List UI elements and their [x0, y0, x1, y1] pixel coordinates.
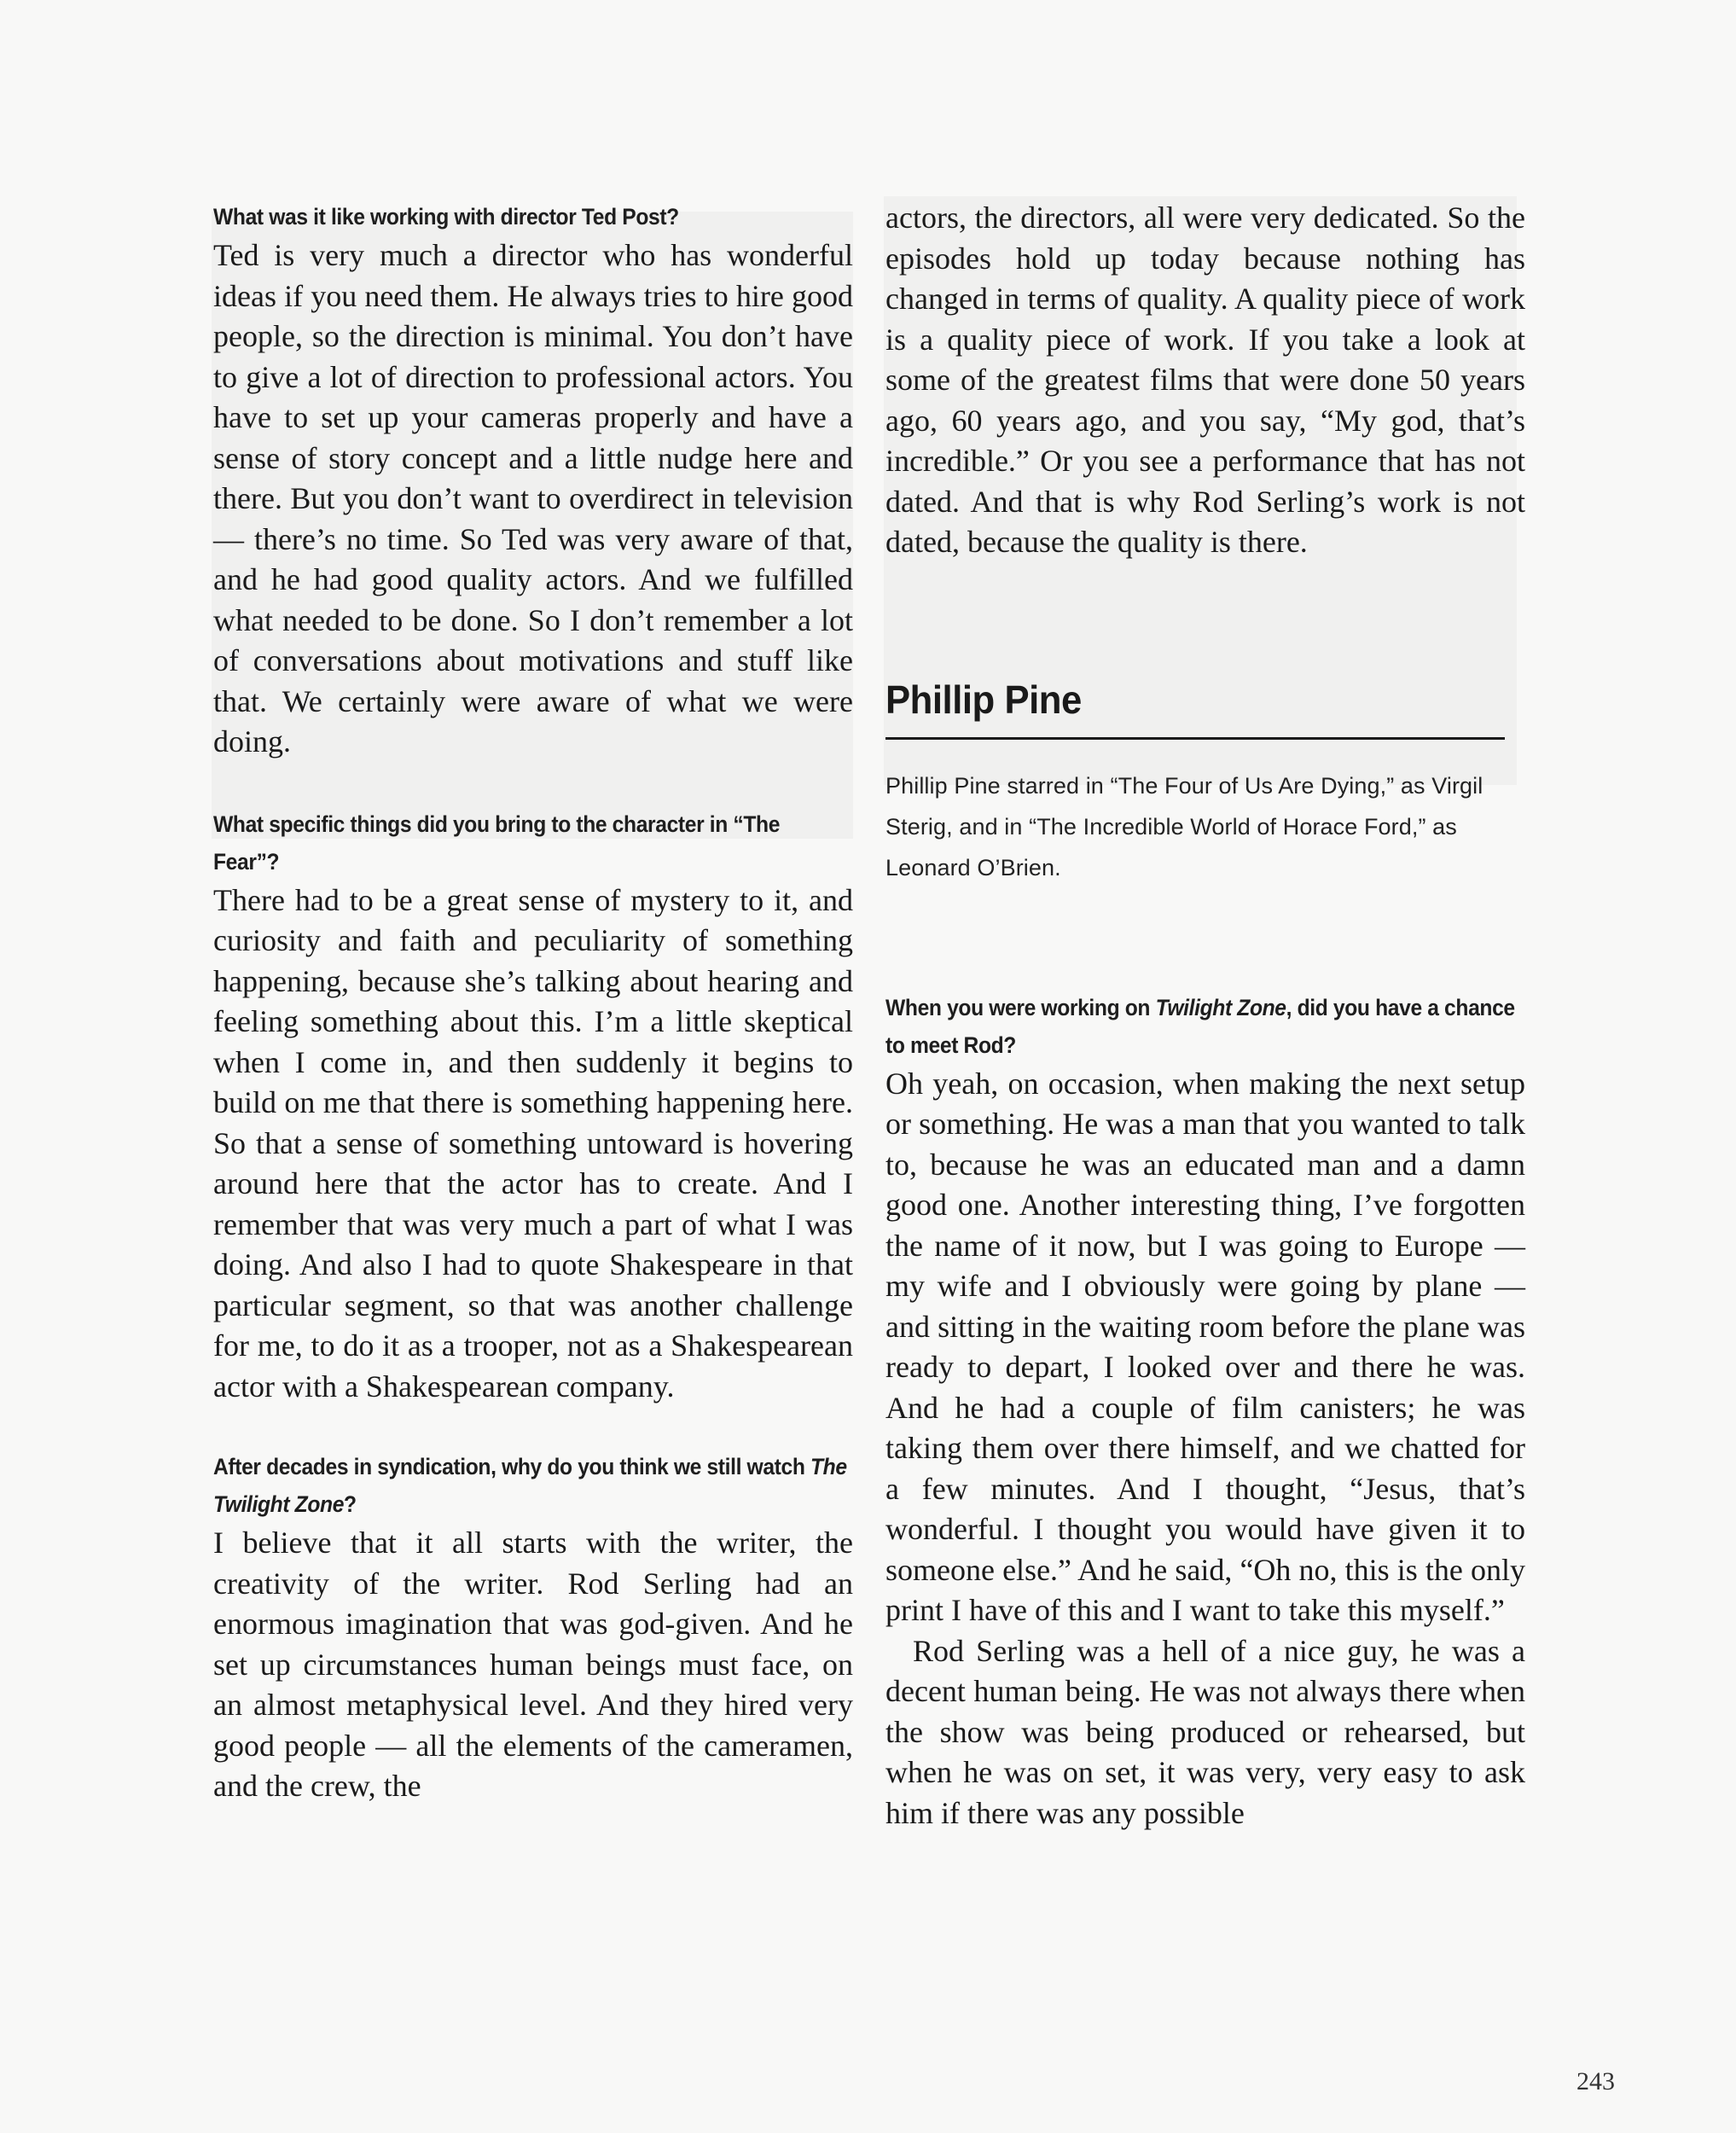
question-text: ? [344, 1491, 357, 1517]
show-title: The Twilight Zone [213, 1454, 847, 1517]
question-text: , did you have a chance to meet Rod? [885, 994, 1515, 1058]
interview-answer-continued: actors, the directors, all were very dedicated. So the episodes hold up today because nothing has changed in terms of quality. A quality piece of work is a quality piece of work. If you take a look at some of the greatest films that were done 50 years ago, 60 years ago, and you say, “My god, that’s incredible.” Or you see a performance that has not dated. And that is why Rod Serling’s work is not dated, because the quality is there. [885, 201, 1525, 559]
interview-question [885, 989, 1522, 1064]
interview-answer: Oh yeah, on occasion, when making the next setup or something. He was a man that you wanted to talk to, because he was an educated man and a damn good one. Another interesting thing, I’ve forgotten the name of it now, but I was going to Europe — my wife and I obviously were going by plane — and sitting in the waiting room before the plane was ready to depart, I looked over and there he was. And he had a couple of film canisters; he was taking them over there himself, and we chatted for a few minutes. And I thought, “Jesus, that’s wonderful. I thought you would have given it to someone else.” And he said, “Oh no, this is the only print I have of this and I want to take this myself.” [885, 1066, 1525, 1627]
question-text: After decades in syndication, why do you think we still watch [213, 1454, 810, 1479]
interview-answer: There had to be a great sense of mystery to it, and curiosity and faith and peculiarity of something happening, because she’s talking about hearing and feeling something about this. I’m a little skeptical when I come in, and then suddenly it begins to build on me that there is something happening here. So that a sense of something untoward is hovering around here that the actor has to create. And I remember that was very much a part of what I was doing. And also I had to quote Shakespeare in that particular segment, so that was another challenge for me, to do it as a trooper, not as a Shakespearean actor with a Shakespearean company. [213, 882, 853, 1404]
show-title: Twilight Zone [1155, 994, 1286, 1020]
interview-question: What specific things did you bring to the character in “The Fear”? [213, 811, 781, 875]
interview-question: What was it like working with director Ted Post? [213, 204, 679, 230]
question-text: When you were working on [885, 994, 1156, 1020]
section-title: Phillip Pine [885, 677, 1082, 722]
interview-answer: Rod Serling was a hell of a nice guy, he was a decent human being. He was not always there when the show was being produced or rehearsed, but when he was on set, it was very, very easy to ask him if there was any possible [885, 1633, 1525, 1830]
right-column [885, 198, 1525, 1834]
actor-bio: Phillip Pine starred in “The Four of Us Are Dying,” as Virgil Sterig, and in “The Incredible World of Horace Ford,” as Leonard O’Brien. [885, 772, 1483, 881]
left-column [213, 198, 853, 1807]
spacer [213, 1407, 853, 1448]
page-number: 243 [1576, 2067, 1615, 2095]
interview-answer: Ted is very much a director who has wonderful ideas if you need them. He always tries to hire good people, so the direction is minimal. You don’t have to give a lot of direction to professional actors. You have to set up your cameras properly and have a sense of story concept and a little nudge here and there. But you don’t want to overdirect in television — there’s no time. So Ted was very aware of that, and he had good quality actors. And we fulfilled what needed to be done. So I don’t remember a lot of conversations about motivations and stuff like that. We certainly were aware of what we were doing. [213, 238, 853, 758]
interview-question [213, 1448, 850, 1523]
spacer [213, 763, 853, 805]
spacer [885, 888, 1525, 989]
spacer [885, 563, 1525, 674]
interview-answer: I believe that it all starts with the writer, the creativity of the writer. Rod Serling had an enormous imagination that was god-given. And he set up circumstances human beings must face, on an almost metaphysical level. And they hired very good people — all the elements of the cameramen, and the crew, the [213, 1526, 853, 1803]
spacer [885, 740, 1525, 765]
